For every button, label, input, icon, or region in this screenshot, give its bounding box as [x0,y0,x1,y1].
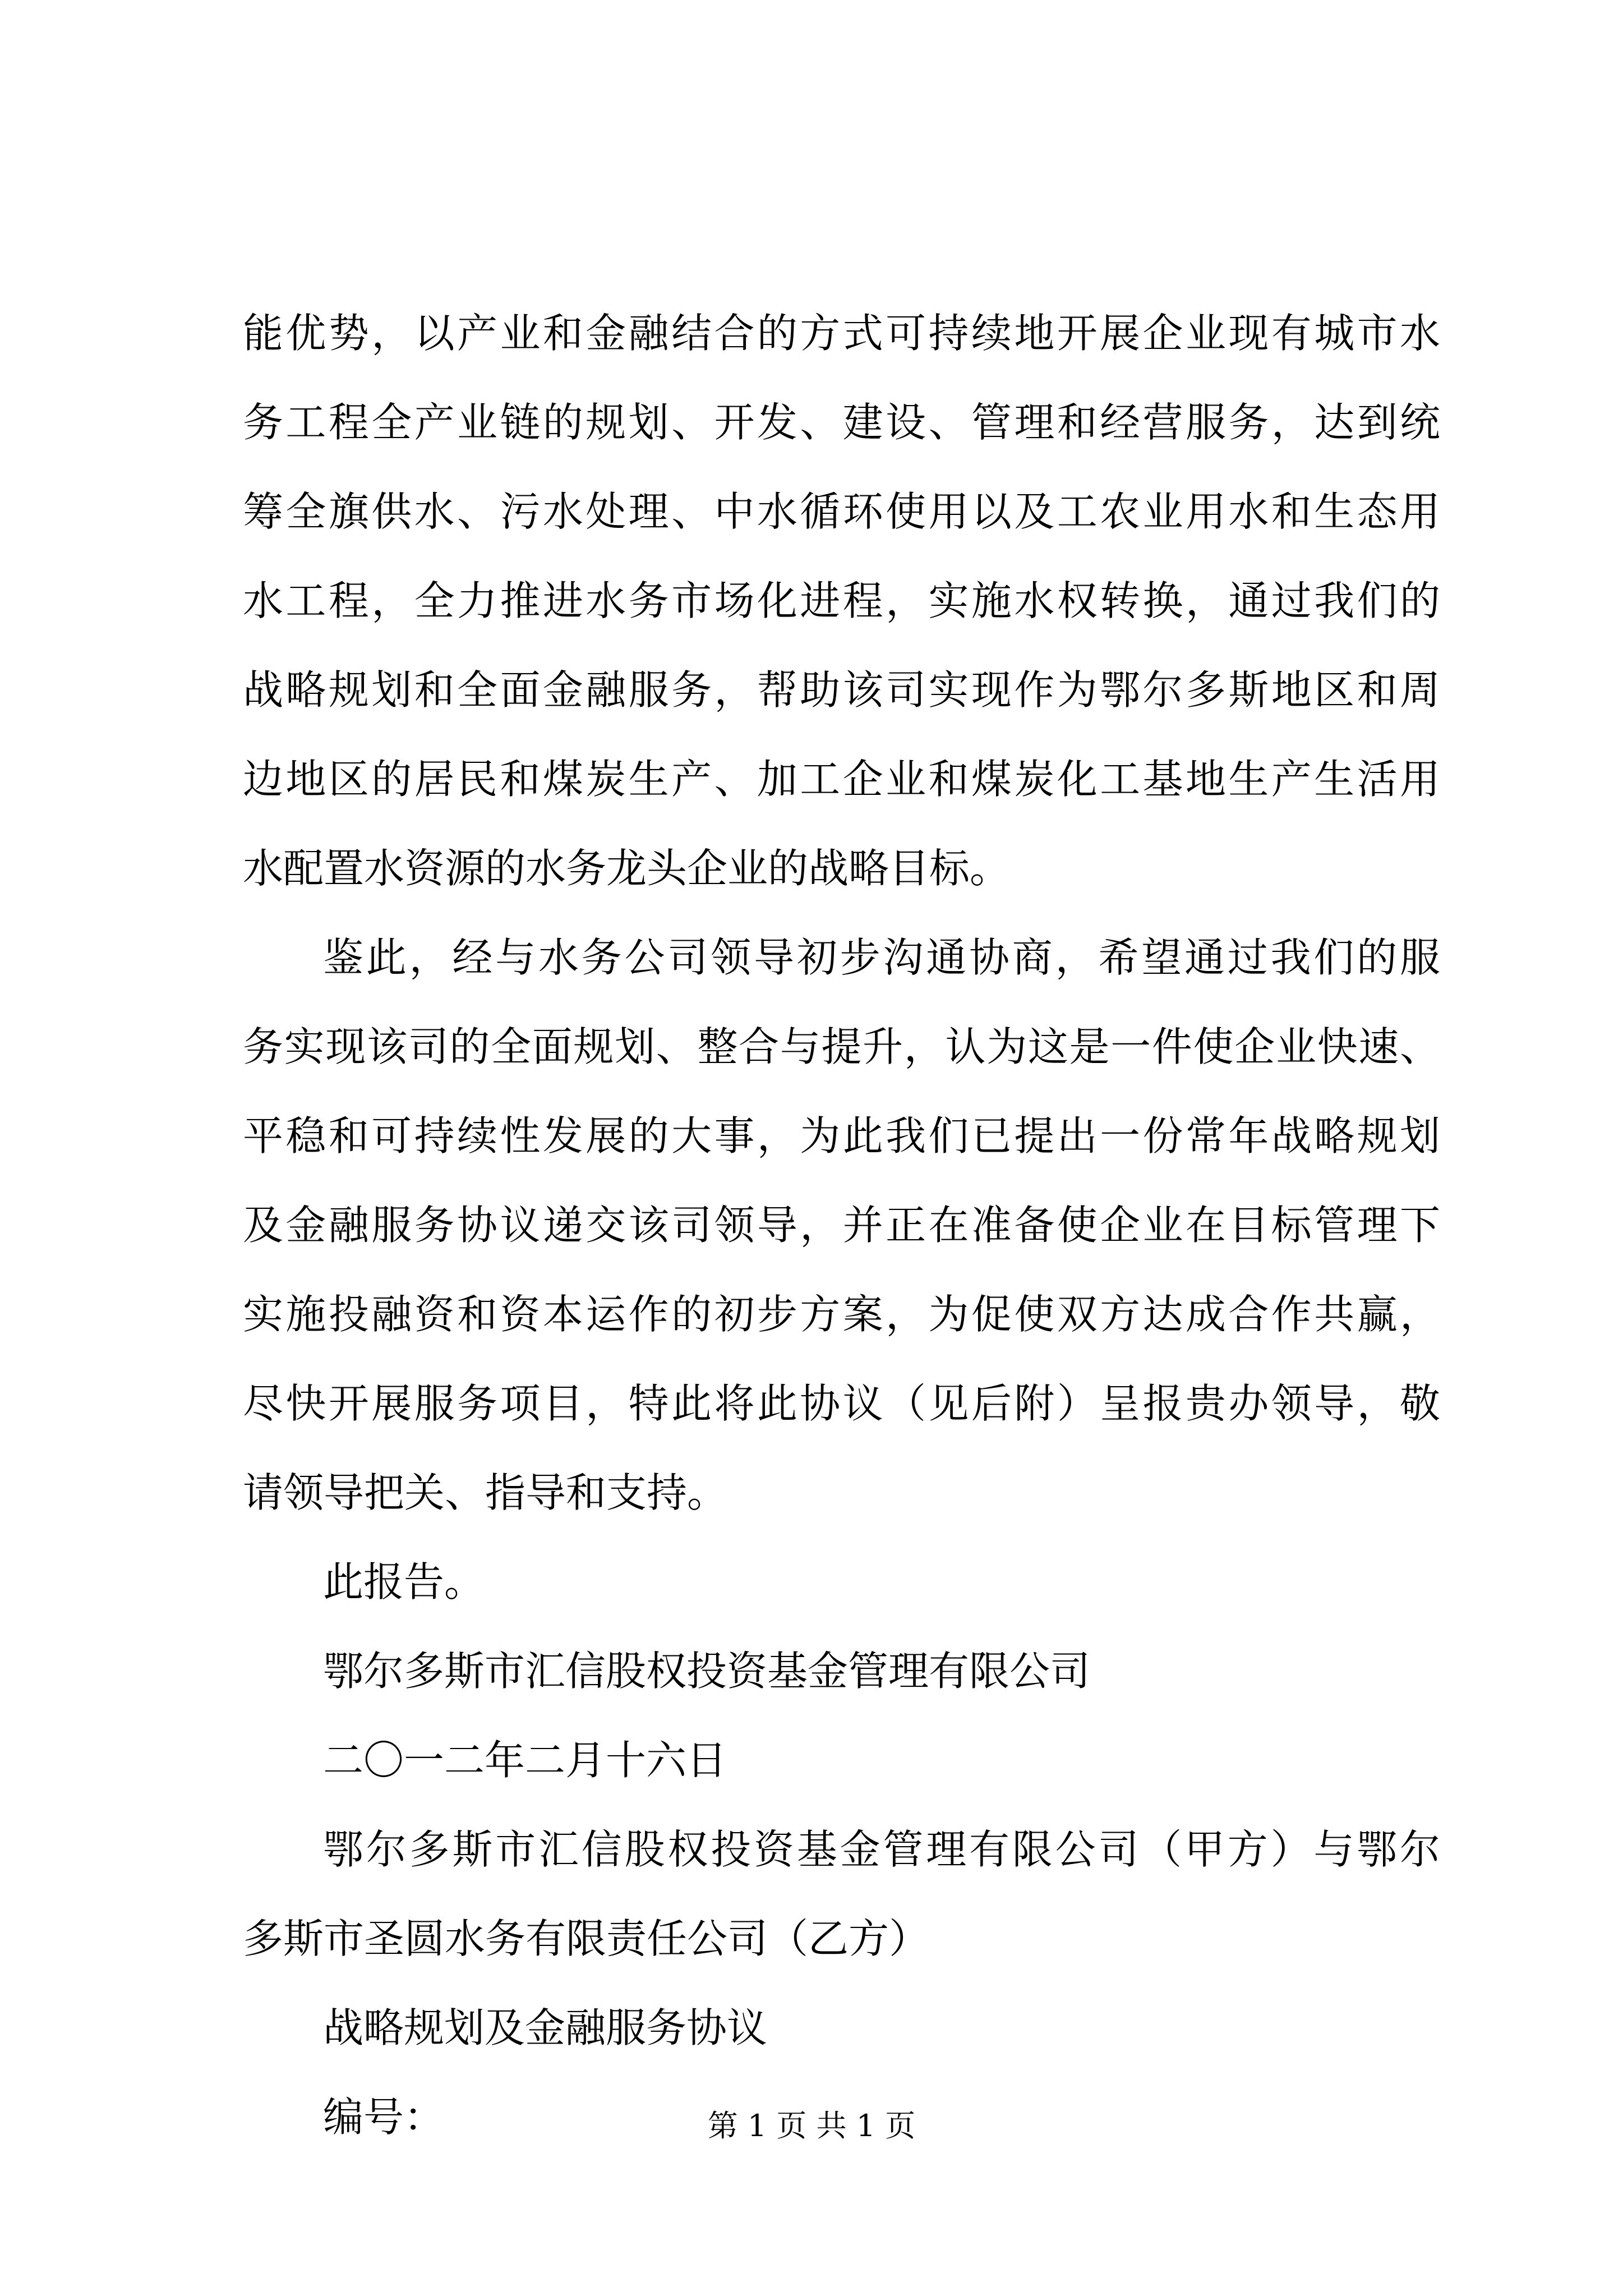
text-line: 平稳和可持续性发展的大事，为此我们已提出一份常年战略规划 [243,1112,1440,1159]
document-body [243,289,1440,2162]
paragraph-proposal [243,913,1440,1538]
text-line: 多斯市圣圆水务有限责任公司（乙方） [243,1915,930,1962]
agreement-parties [243,1805,1440,1984]
signatory-company [243,1627,1440,1716]
text-line: 此报告。 [323,1558,485,1605]
text-line: 编号： [323,2093,445,2141]
text-line: 水工程，全力推进水务市场化进程，实施水权转换，通过我们的 [243,577,1440,624]
paragraph-project-overview [243,289,1440,913]
text-line: 能优势，以产业和金融结合的方式可持续地开展企业现有城市水 [243,310,1440,357]
text-line: 实施投融资和资本运作的初步方案，为促使双方达成合作共赢， [243,1291,1440,1338]
text-line: 鄂尔多斯市汇信股权投资基金管理有限公司 [323,1648,1091,1695]
page-footer: 第 1 页 共 1 页 [707,2108,916,2143]
text-line: 尽快开展服务项目，特此将此协议（见后附）呈报贵办领导，敬 [243,1380,1440,1427]
text-line: 边地区的居民和煤炭生产、加工企业和煤炭化工基地生产生活用 [243,756,1440,803]
text-line: 务实现该司的全面规划、整合与提升，认为这是一件使企业快速、 [243,1023,1440,1070]
text-line: 务工程全产业链的规划、开发、建设、管理和经营服务，达到统 [243,399,1440,446]
text-line: 水配置水资源的水务龙头企业的战略目标。 [243,845,1011,892]
text-line: 战略规划及金融服务协议 [323,2004,768,2051]
text-line: 及金融服务协议递交该司领导，并正在准备使企业在目标管理下 [243,1202,1440,1249]
text-line: 请领导把关、指导和支持。 [243,1469,728,1516]
report-date [243,1716,1440,1805]
text-line: 鉴此，经与水务公司领导初步沟通协商，希望通过我们的服 [323,934,1440,981]
text-line: 鄂尔多斯市汇信股权投资基金管理有限公司（甲方）与鄂尔 [323,1826,1440,1873]
agreement-title [243,1984,1440,2073]
text-line: 筹全旗供水、污水处理、中水循环使用以及工农业用水和生态用 [243,488,1440,535]
text-line: 战略规划和全面金融服务，帮助该司实现作为鄂尔多斯地区和周 [243,666,1440,714]
text-line: 二〇一二年二月十六日 [323,1737,727,1784]
report-closing [243,1538,1440,1627]
